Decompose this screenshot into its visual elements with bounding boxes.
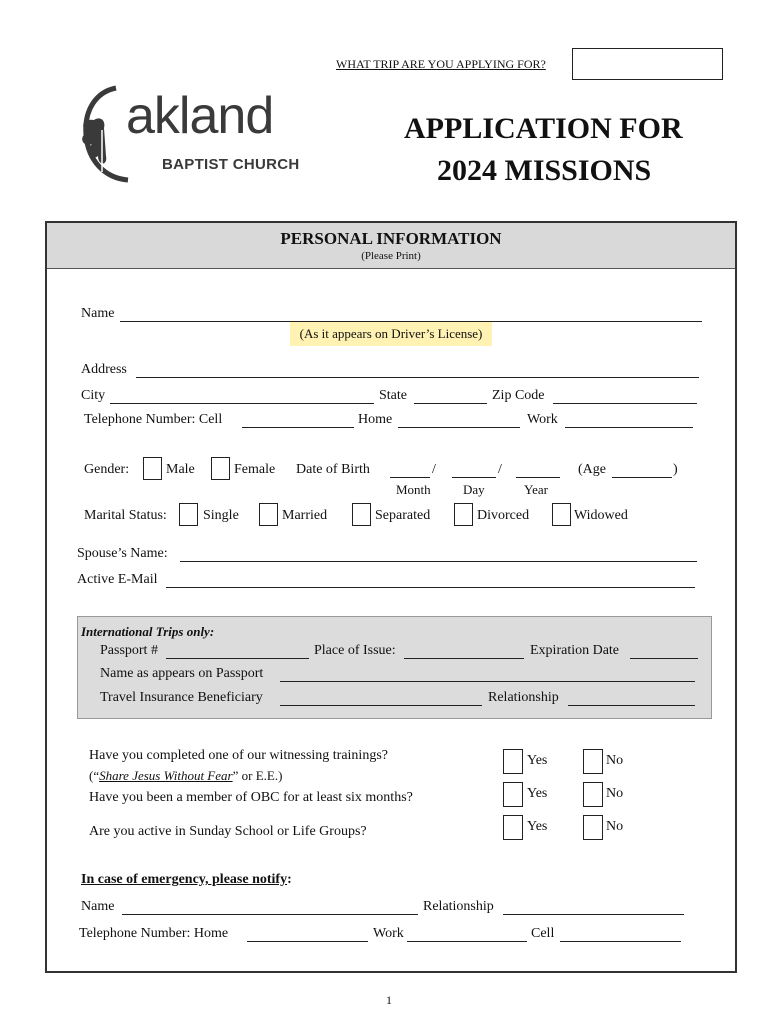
emergency-relationship-label: Relationship xyxy=(423,899,494,914)
telephone-work-field[interactable] xyxy=(565,427,693,428)
beneficiary-relationship-label: Relationship xyxy=(488,690,559,705)
email-field[interactable] xyxy=(166,587,695,588)
age-field[interactable] xyxy=(612,477,672,478)
spouse-label: Spouse’s Name: xyxy=(77,546,168,561)
emergency-heading xyxy=(81,872,292,888)
emergency-work-label: Work xyxy=(373,926,404,941)
zip-field[interactable] xyxy=(553,403,697,404)
question-witnessing: Have you completed one of our witnessing trainings? xyxy=(89,748,388,763)
emergency-name-label: Name xyxy=(81,899,115,914)
widowed-checkbox[interactable] xyxy=(552,503,571,526)
question-sunday-school: Are you active in Sunday School or Life Groups? xyxy=(89,824,367,839)
q1-yes-label: Yes xyxy=(527,753,548,768)
telephone-work-label: Work xyxy=(527,412,558,427)
city-label: City xyxy=(81,388,106,403)
single-checkbox[interactable] xyxy=(179,503,198,526)
share-jesus-link: Share Jesus Without Fear xyxy=(99,768,233,783)
divorced-label: Divorced xyxy=(477,508,530,523)
emergency-heading-text: In case of emergency, please notify xyxy=(81,872,288,887)
q2-no-label: No xyxy=(606,786,624,801)
day-caption: Day xyxy=(463,482,485,497)
telephone-home-field[interactable] xyxy=(398,427,520,428)
passport-name-field[interactable] xyxy=(280,681,695,682)
emergency-cell-label: Cell xyxy=(531,926,555,941)
separated-label: Separated xyxy=(375,508,431,523)
dob-day-field[interactable] xyxy=(452,477,496,478)
q3-yes-checkbox[interactable] xyxy=(503,815,523,840)
note-open: (“ xyxy=(89,768,100,783)
expiration-field[interactable] xyxy=(630,658,698,659)
page-title-line2: 2024 MISSIONS xyxy=(437,154,652,187)
telephone-cell-field[interactable] xyxy=(242,427,354,428)
note-close: ” or E.E.) xyxy=(232,768,283,783)
q1-no-label: No xyxy=(606,753,624,768)
question-witnessing-note xyxy=(89,768,282,784)
gender-label: Gender: xyxy=(84,462,130,477)
beneficiary-relationship-field[interactable] xyxy=(568,705,695,706)
divorced-checkbox[interactable] xyxy=(454,503,473,526)
place-of-issue-field[interactable] xyxy=(404,658,524,659)
q2-yes-label: Yes xyxy=(527,786,548,801)
q3-no-checkbox[interactable] xyxy=(583,815,603,840)
married-checkbox[interactable] xyxy=(259,503,278,526)
state-field[interactable] xyxy=(414,403,487,404)
widowed-label: Widowed xyxy=(574,508,628,523)
emergency-relationship-field[interactable] xyxy=(503,914,684,915)
logo-wordmark: akland xyxy=(126,87,274,145)
age-label: (Age xyxy=(578,462,606,477)
dob-slash-2: / xyxy=(498,462,502,477)
spouse-field[interactable] xyxy=(180,561,697,562)
emergency-work-field[interactable] xyxy=(407,941,527,942)
emergency-home-label: Telephone Number: Home xyxy=(79,926,229,941)
address-label: Address xyxy=(81,362,127,377)
telephone-home-label: Home xyxy=(358,412,393,427)
female-checkbox[interactable] xyxy=(211,457,230,480)
question-membership: Have you been a member of OBC for at least six months? xyxy=(89,790,413,805)
telephone-cell-label: Telephone Number: Cell xyxy=(84,412,223,427)
international-heading: International Trips only: xyxy=(81,624,215,639)
address-field[interactable] xyxy=(136,377,699,378)
year-caption: Year xyxy=(524,482,548,497)
page-title-line1: APPLICATION FOR xyxy=(404,112,683,145)
trip-input-box[interactable] xyxy=(572,48,723,80)
beneficiary-field[interactable] xyxy=(280,705,482,706)
q3-no-label: No xyxy=(606,819,624,834)
zip-label: Zip Code xyxy=(492,388,545,403)
section-subtitle: (Please Print) xyxy=(361,250,421,262)
passport-name-label: Name as appears on Passport xyxy=(100,666,264,681)
city-field[interactable] xyxy=(110,403,374,404)
section-header xyxy=(47,223,735,269)
q2-no-checkbox[interactable] xyxy=(583,782,603,807)
dob-month-field[interactable] xyxy=(390,477,430,478)
passport-label: Passport # xyxy=(100,643,158,658)
female-label: Female xyxy=(234,462,276,477)
page-number: 1 xyxy=(386,993,392,1007)
q2-yes-checkbox[interactable] xyxy=(503,782,523,807)
email-label: Active E-Mail xyxy=(77,572,158,587)
place-of-issue-label: Place of Issue: xyxy=(314,643,396,658)
month-caption: Month xyxy=(396,482,431,497)
dob-year-field[interactable] xyxy=(516,477,560,478)
married-label: Married xyxy=(282,508,328,523)
marital-label: Marital Status: xyxy=(84,508,167,523)
age-close: ) xyxy=(673,462,678,477)
emergency-cell-field[interactable] xyxy=(560,941,681,942)
beneficiary-label: Travel Insurance Beneficiary xyxy=(100,690,263,705)
passport-field[interactable] xyxy=(166,658,309,659)
dob-label: Date of Birth xyxy=(296,462,370,477)
male-checkbox[interactable] xyxy=(143,457,162,480)
section-title: PERSONAL INFORMATION xyxy=(280,229,502,248)
emergency-home-field[interactable] xyxy=(247,941,368,942)
single-label: Single xyxy=(203,508,239,523)
q1-yes-checkbox[interactable] xyxy=(503,749,523,774)
logo-subtitle: BAPTIST CHURCH xyxy=(162,156,300,173)
license-note: (As it appears on Driver’s License) xyxy=(290,322,492,346)
state-label: State xyxy=(379,388,407,403)
separated-checkbox[interactable] xyxy=(352,503,371,526)
dob-slash-1: / xyxy=(432,462,436,477)
emergency-heading-colon: : xyxy=(287,872,292,887)
q1-no-checkbox[interactable] xyxy=(583,749,603,774)
emergency-name-field[interactable] xyxy=(122,914,418,915)
trip-question-label: WHAT TRIP ARE YOU APPLYING FOR? xyxy=(336,57,546,71)
expiration-label: Expiration Date xyxy=(530,643,620,658)
q3-yes-label: Yes xyxy=(527,819,548,834)
male-label: Male xyxy=(166,462,195,477)
name-label: Name xyxy=(81,306,115,321)
